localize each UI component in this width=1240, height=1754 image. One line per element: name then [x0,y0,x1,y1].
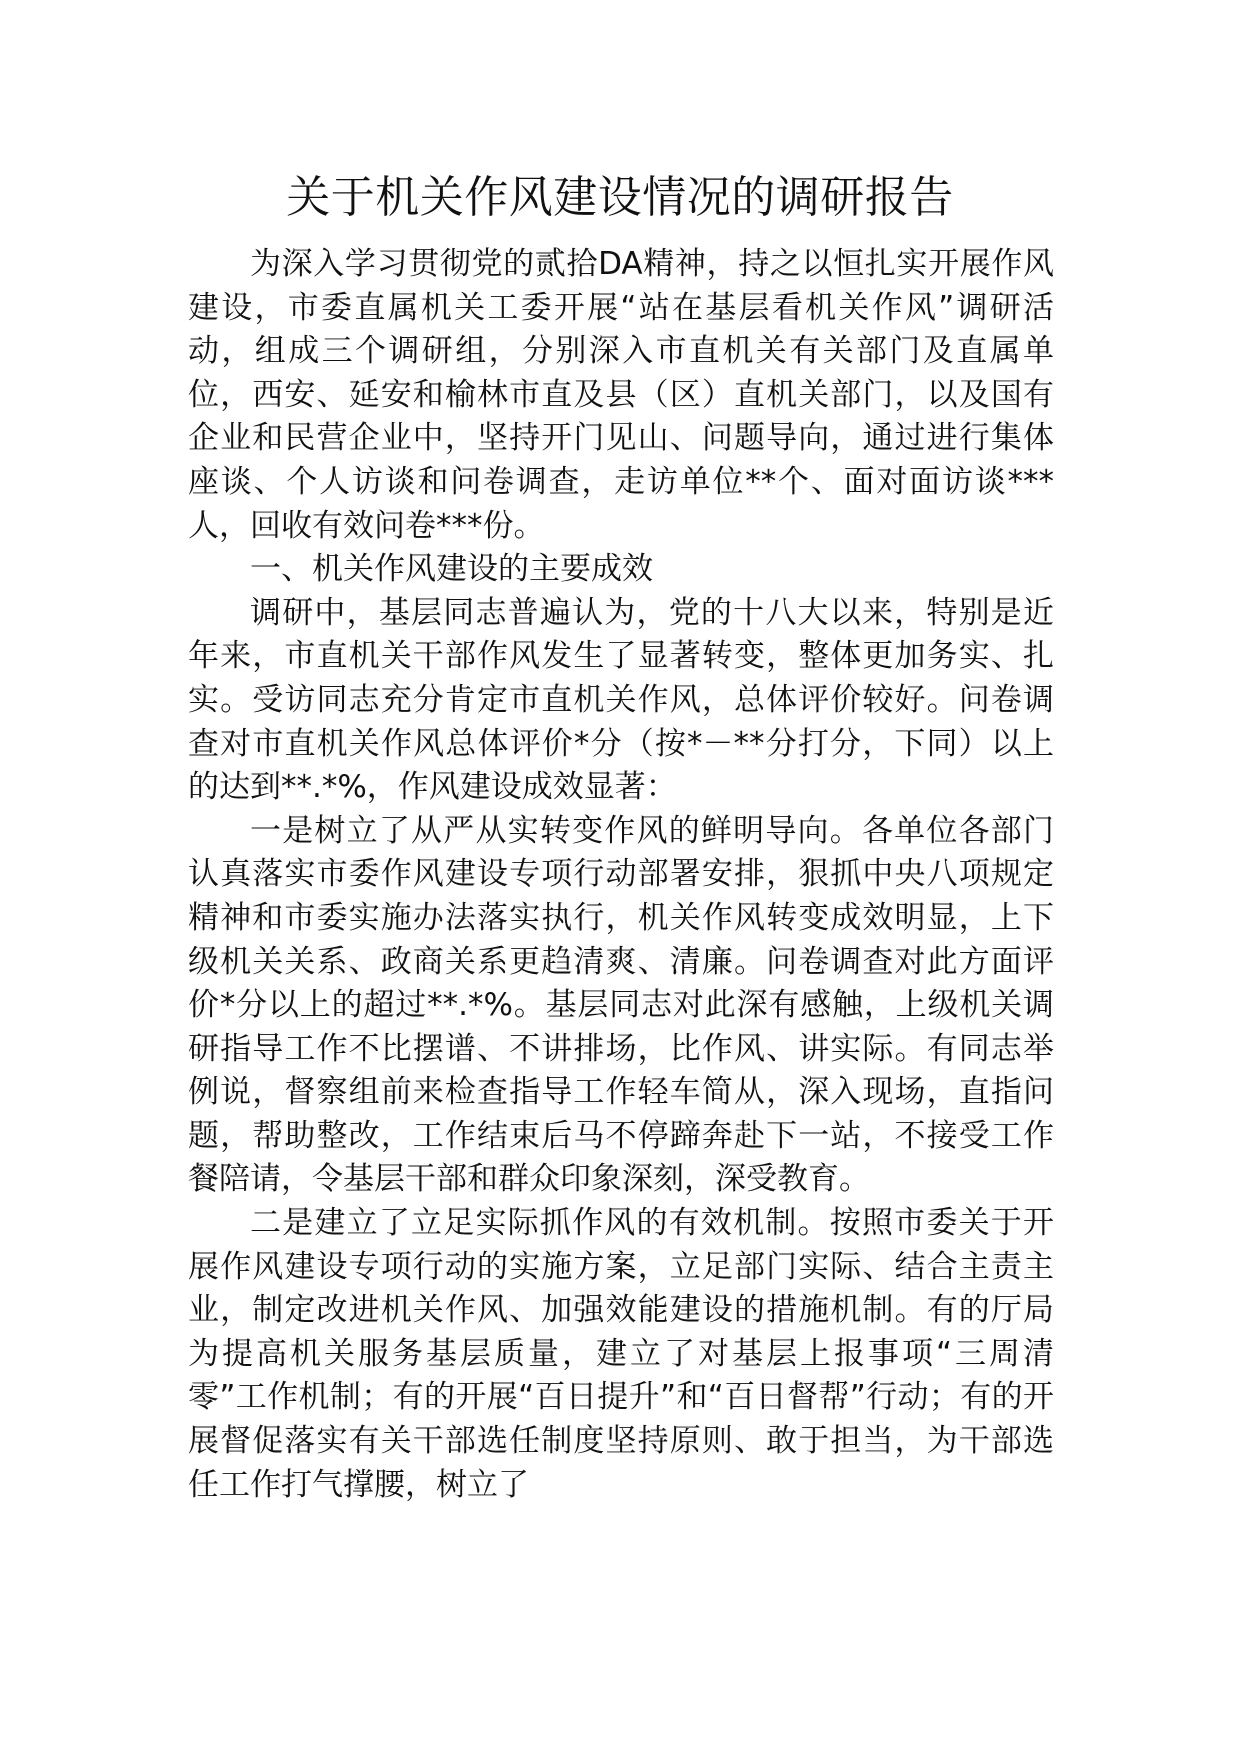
paragraph-point-2: 二是建立了立足实际抓作风的有效机制。按照市委关于开展作风建设专项行动的实施方案，立足部门实际、结合主责主业，制定改进机关作风、加强效能建设的措施机制。有的厅局为提高机关服务基层质量，建立了对基层上报事项“三周清零”工作机制；有的开展“百日提升”和“百日督帮”行动；有的开展督促落实有关干部选任制度坚持原则、敢于担当，为干部选任工作打气撑腰，树立了 [188,1205,1054,1503]
document-body [188,243,1054,1507]
paragraph-point-1: 一是树立了从严从实转变作风的鲜明导向。各单位各部门认真落实市委作风建设专项行动部署安排，狠抓中央八项规定精神和市委实施办法落实执行，机关作风转变成效明显，上下级机关关系、政商关系更趋清爽、清廉。问卷调查对此方面评价*分以上的超过**.*%。基层同志对此深有感触，上级机关调研指导工作不比摆谱、不讲排场，比作风、讲实际。有同志举例说，督察组前来检查指导工作轻车简从，深入现场，直指问题，帮助整改，工作结束后马不停蹄奔赴下一站，不接受工作餐陪请，令基层干部和群众印象深刻，深受教育。 [188,812,1054,1198]
document-title: 关于机关作风建设情况的调研报告 [286,172,954,223]
paragraph-intro: 为深入学习贯彻党的贰拾DA精神，持之以恒扎实开展作风建设，市委直属机关工委开展“站在基层看机关作风”调研活动，组成三个调研组，分别深入市直机关有关部门及直属单位，西安、延安和榆林市直及县（区）直机关部门，以及国有企业和民营企业中，坚持开门见山、问题导向，通过进行集体座谈、个人访谈和问卷调查，走访单位**个、面对面访谈***人，回收有效问卷***份。 [188,246,1054,544]
section-heading-1: 一、机关作风建设的主要成效 [250,551,653,588]
paragraph-summary: 调研中，基层同志普遍认为，党的十八大以来，特别是近年来，市直机关干部作风发生了显著转变，整体更加务实、扎实。受访同志充分肯定市直机关作风，总体评价较好。问卷调查对市直机关作风总体评价*分（按*－**分打分，下同）以上的达到**.*%，作风建设成效显著： [188,594,1054,806]
